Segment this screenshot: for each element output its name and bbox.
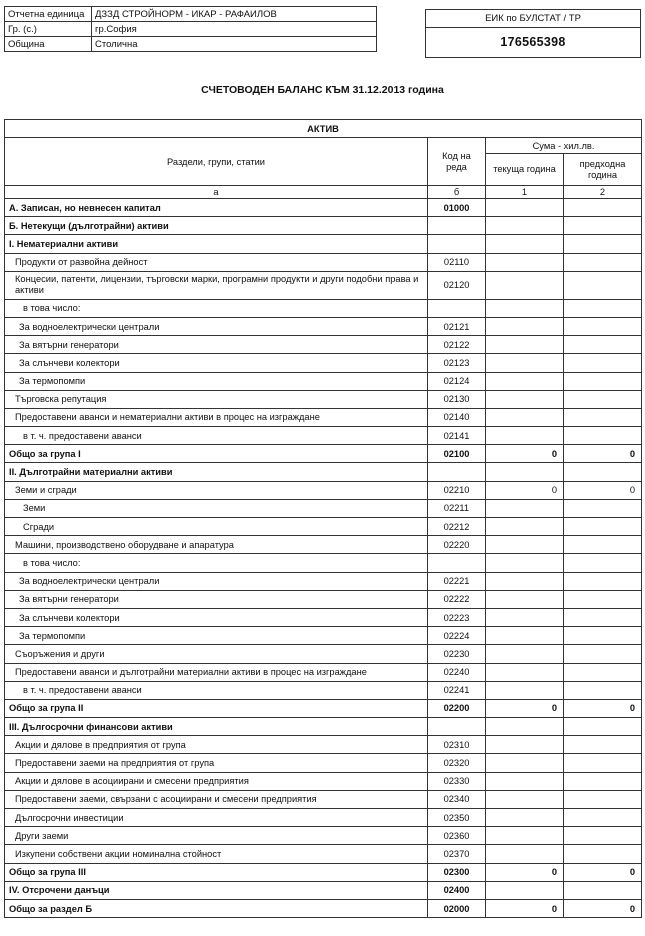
row-current-year bbox=[486, 645, 564, 663]
row-previous-year bbox=[564, 499, 642, 517]
row-previous-year bbox=[564, 271, 642, 299]
table-row bbox=[5, 199, 642, 217]
row-previous-year bbox=[564, 299, 642, 317]
row-label: Общо за раздел Б bbox=[5, 899, 428, 917]
row-previous-year bbox=[564, 608, 642, 626]
row-current-year: 0 bbox=[486, 899, 564, 917]
col-header-code: Код на реда bbox=[428, 138, 486, 186]
col-index-a: а bbox=[5, 186, 428, 199]
table-row bbox=[5, 845, 642, 863]
table-row bbox=[5, 699, 642, 717]
row-code bbox=[428, 217, 486, 235]
row-code: 02300 bbox=[428, 863, 486, 881]
header-row bbox=[5, 37, 377, 52]
row-label: Продукти от развойна дейност bbox=[5, 253, 428, 271]
table-row bbox=[5, 554, 642, 572]
row-code: 02310 bbox=[428, 736, 486, 754]
row-current-year bbox=[486, 463, 564, 481]
row-current-year bbox=[486, 881, 564, 899]
table-row bbox=[5, 354, 642, 372]
row-previous-year: 0 bbox=[564, 863, 642, 881]
row-current-year bbox=[486, 827, 564, 845]
row-current-year bbox=[486, 427, 564, 445]
table-row bbox=[5, 809, 642, 827]
row-previous-year bbox=[564, 827, 642, 845]
page-title: СЧЕТОВОДЕН БАЛАНС КЪМ 31.12.2013 година bbox=[201, 84, 444, 96]
row-label: А. Записан, но невнесен капитал bbox=[5, 199, 428, 217]
row-code: 02130 bbox=[428, 390, 486, 408]
row-label: За вятърни генератори bbox=[5, 336, 428, 354]
row-label: Машини, производствено оборудване и апаратура bbox=[5, 536, 428, 554]
row-previous-year bbox=[564, 681, 642, 699]
col-header-previous-year: предходна година bbox=[564, 154, 642, 186]
row-label: За водноелектрически централи bbox=[5, 572, 428, 590]
table-row bbox=[5, 645, 642, 663]
row-previous-year bbox=[564, 590, 642, 608]
row-previous-year bbox=[564, 809, 642, 827]
row-previous-year bbox=[564, 235, 642, 253]
table-row bbox=[5, 408, 642, 426]
row-previous-year: 0 bbox=[564, 899, 642, 917]
row-current-year bbox=[486, 718, 564, 736]
header-info-table bbox=[4, 6, 377, 52]
table-row bbox=[5, 827, 642, 845]
table-row bbox=[5, 481, 642, 499]
row-label: в т. ч. предоставени аванси bbox=[5, 681, 428, 699]
table-row bbox=[5, 663, 642, 681]
row-code: 02330 bbox=[428, 772, 486, 790]
row-label: Търговска репутация bbox=[5, 390, 428, 408]
row-current-year bbox=[486, 354, 564, 372]
header-label: Община bbox=[5, 37, 92, 52]
header-label: Отчетна единица bbox=[5, 7, 92, 22]
row-label: За водноелектрически централи bbox=[5, 317, 428, 335]
col-header-current-year: текуща година bbox=[486, 154, 564, 186]
row-code: 02140 bbox=[428, 408, 486, 426]
header-row bbox=[5, 22, 377, 37]
row-label: III. Дългосрочни финансови активи bbox=[5, 718, 428, 736]
header-value: Столична bbox=[92, 37, 377, 52]
row-code: 02370 bbox=[428, 845, 486, 863]
row-current-year bbox=[486, 499, 564, 517]
row-label: Земи и сгради bbox=[5, 481, 428, 499]
row-code: 01000 bbox=[428, 199, 486, 217]
row-label: IV. Отсрочени данъци bbox=[5, 881, 428, 899]
row-previous-year bbox=[564, 463, 642, 481]
table-row bbox=[5, 499, 642, 517]
row-previous-year bbox=[564, 536, 642, 554]
header-row bbox=[5, 7, 377, 22]
row-code: 02224 bbox=[428, 627, 486, 645]
row-label: Акции и дялове в асоциирани и смесени предприятия bbox=[5, 772, 428, 790]
row-previous-year: 0 bbox=[564, 699, 642, 717]
row-current-year bbox=[486, 772, 564, 790]
row-code: 02320 bbox=[428, 754, 486, 772]
row-code: 02212 bbox=[428, 518, 486, 536]
row-previous-year bbox=[564, 881, 642, 899]
table-row bbox=[5, 271, 642, 299]
row-previous-year bbox=[564, 627, 642, 645]
table-row bbox=[5, 790, 642, 808]
table-row bbox=[5, 445, 642, 463]
row-code: 02400 bbox=[428, 881, 486, 899]
header-value: гр.София bbox=[92, 22, 377, 37]
table-row bbox=[5, 627, 642, 645]
table-row bbox=[5, 572, 642, 590]
table-row bbox=[5, 463, 642, 481]
row-previous-year bbox=[564, 718, 642, 736]
row-label: За термопомпи bbox=[5, 372, 428, 390]
row-label: Предоставени заеми, свързани с асоциирани и смесени предприятия bbox=[5, 790, 428, 808]
row-code: 02124 bbox=[428, 372, 486, 390]
row-current-year: 0 bbox=[486, 481, 564, 499]
row-previous-year bbox=[564, 408, 642, 426]
row-code bbox=[428, 554, 486, 572]
row-label: Предоставени аванси и дълготрайни материални активи в процес на изграждане bbox=[5, 663, 428, 681]
row-label: Акции и дялове в предприятия от група bbox=[5, 736, 428, 754]
balance-sheet-table bbox=[4, 119, 642, 918]
row-label: I. Нематериални активи bbox=[5, 235, 428, 253]
table-row bbox=[5, 235, 642, 253]
row-previous-year bbox=[564, 518, 642, 536]
row-current-year bbox=[486, 217, 564, 235]
row-code: 02350 bbox=[428, 809, 486, 827]
row-code: 02220 bbox=[428, 536, 486, 554]
row-previous-year bbox=[564, 217, 642, 235]
row-current-year bbox=[486, 590, 564, 608]
table-row bbox=[5, 253, 642, 271]
row-label: Съоръжения и други bbox=[5, 645, 428, 663]
table-row bbox=[5, 590, 642, 608]
row-label: Предоставени заеми на предприятия от група bbox=[5, 754, 428, 772]
row-current-year bbox=[486, 627, 564, 645]
row-current-year bbox=[486, 809, 564, 827]
row-previous-year bbox=[564, 736, 642, 754]
row-code: 02122 bbox=[428, 336, 486, 354]
row-previous-year bbox=[564, 427, 642, 445]
row-label: Други заеми bbox=[5, 827, 428, 845]
table-row bbox=[5, 536, 642, 554]
row-previous-year bbox=[564, 390, 642, 408]
row-code: 02211 bbox=[428, 499, 486, 517]
row-current-year bbox=[486, 845, 564, 863]
row-previous-year bbox=[564, 645, 642, 663]
table-row bbox=[5, 372, 642, 390]
row-code: 02200 bbox=[428, 699, 486, 717]
row-current-year bbox=[486, 271, 564, 299]
row-previous-year bbox=[564, 253, 642, 271]
row-current-year bbox=[486, 554, 564, 572]
col-index-1: 1 bbox=[486, 186, 564, 199]
row-previous-year bbox=[564, 754, 642, 772]
row-label: в т. ч. предоставени аванси bbox=[5, 427, 428, 445]
row-label: Общо за група III bbox=[5, 863, 428, 881]
row-code bbox=[428, 463, 486, 481]
table-row bbox=[5, 881, 642, 899]
row-current-year bbox=[486, 253, 564, 271]
col-header-sum: Сума - хил.лв. bbox=[486, 138, 642, 154]
row-current-year bbox=[486, 235, 564, 253]
table-row bbox=[5, 772, 642, 790]
row-code: 02100 bbox=[428, 445, 486, 463]
row-current-year: 0 bbox=[486, 863, 564, 881]
table-row bbox=[5, 754, 642, 772]
row-label: За термопомпи bbox=[5, 627, 428, 645]
row-code: 02340 bbox=[428, 790, 486, 808]
row-label: Концесии, патенти, лицензии, търговски марки, програмни продукти и други подобни права и активи bbox=[5, 271, 428, 299]
row-label: Дългосрочни инвестиции bbox=[5, 809, 428, 827]
table-row bbox=[5, 899, 642, 917]
row-code bbox=[428, 718, 486, 736]
row-current-year bbox=[486, 299, 564, 317]
row-code bbox=[428, 299, 486, 317]
row-label: За вятърни генератори bbox=[5, 590, 428, 608]
row-code: 02110 bbox=[428, 253, 486, 271]
row-code: 02230 bbox=[428, 645, 486, 663]
eik-box bbox=[425, 9, 641, 58]
row-code: 02121 bbox=[428, 317, 486, 335]
row-current-year bbox=[486, 681, 564, 699]
table-row bbox=[5, 736, 642, 754]
row-previous-year: 0 bbox=[564, 481, 642, 499]
table-row bbox=[5, 608, 642, 626]
row-code: 02221 bbox=[428, 572, 486, 590]
row-label: Земи bbox=[5, 499, 428, 517]
row-code: 02222 bbox=[428, 590, 486, 608]
row-current-year bbox=[486, 608, 564, 626]
row-previous-year: 0 bbox=[564, 445, 642, 463]
row-label: Сгради bbox=[5, 518, 428, 536]
row-label: Предоставени аванси и нематериални активи в процес на изграждане bbox=[5, 408, 428, 426]
row-code: 02141 bbox=[428, 427, 486, 445]
row-label: в това число: bbox=[5, 554, 428, 572]
row-current-year bbox=[486, 408, 564, 426]
row-code bbox=[428, 235, 486, 253]
eik-value: 176565398 bbox=[500, 35, 566, 49]
row-current-year bbox=[486, 336, 564, 354]
row-label: За слънчеви колектори bbox=[5, 608, 428, 626]
row-code: 02210 bbox=[428, 481, 486, 499]
row-current-year bbox=[486, 372, 564, 390]
header-label: Гр. (с.) bbox=[5, 22, 92, 37]
row-label: Общо за група I bbox=[5, 445, 428, 463]
row-previous-year bbox=[564, 790, 642, 808]
row-code: 02123 bbox=[428, 354, 486, 372]
row-code: 02120 bbox=[428, 271, 486, 299]
table-row bbox=[5, 718, 642, 736]
row-current-year bbox=[486, 663, 564, 681]
row-previous-year bbox=[564, 372, 642, 390]
row-previous-year bbox=[564, 336, 642, 354]
row-current-year: 0 bbox=[486, 445, 564, 463]
row-label: Б. Нетекущи (дълготрайни) активи bbox=[5, 217, 428, 235]
row-current-year bbox=[486, 790, 564, 808]
col-index-b: б bbox=[428, 186, 486, 199]
row-label: в това число: bbox=[5, 299, 428, 317]
row-current-year bbox=[486, 390, 564, 408]
table-row bbox=[5, 427, 642, 445]
table-row bbox=[5, 390, 642, 408]
table-row bbox=[5, 299, 642, 317]
table-row bbox=[5, 217, 642, 235]
row-current-year bbox=[486, 754, 564, 772]
row-label: II. Дълготрайни материални активи bbox=[5, 463, 428, 481]
row-previous-year bbox=[564, 317, 642, 335]
row-previous-year bbox=[564, 554, 642, 572]
row-label: Изкупени собствени акции номинална стойност bbox=[5, 845, 428, 863]
table-row bbox=[5, 863, 642, 881]
row-code: 02241 bbox=[428, 681, 486, 699]
row-label: За слънчеви колектори bbox=[5, 354, 428, 372]
table-row bbox=[5, 518, 642, 536]
table-row bbox=[5, 336, 642, 354]
row-current-year bbox=[486, 736, 564, 754]
row-code: 02240 bbox=[428, 663, 486, 681]
row-previous-year bbox=[564, 572, 642, 590]
col-header-sections: Раздели, групи, статии bbox=[5, 138, 428, 186]
row-previous-year bbox=[564, 354, 642, 372]
row-label: Общо за група II bbox=[5, 699, 428, 717]
col-index-2: 2 bbox=[564, 186, 642, 199]
row-current-year bbox=[486, 199, 564, 217]
section-header-assets: АКТИВ bbox=[5, 120, 642, 138]
row-code: 02000 bbox=[428, 899, 486, 917]
header-value: ДЗЗД СТРОЙНОРМ - ИКАР - РАФАИЛОВ bbox=[92, 7, 377, 22]
row-previous-year bbox=[564, 845, 642, 863]
row-previous-year bbox=[564, 199, 642, 217]
row-previous-year bbox=[564, 772, 642, 790]
row-current-year bbox=[486, 317, 564, 335]
row-code: 02223 bbox=[428, 608, 486, 626]
row-previous-year bbox=[564, 663, 642, 681]
row-current-year: 0 bbox=[486, 699, 564, 717]
eik-label: ЕИК по БУЛСТАТ / ТР bbox=[426, 10, 640, 28]
row-current-year bbox=[486, 572, 564, 590]
row-current-year bbox=[486, 536, 564, 554]
row-code: 02360 bbox=[428, 827, 486, 845]
table-row bbox=[5, 317, 642, 335]
table-row bbox=[5, 681, 642, 699]
row-current-year bbox=[486, 518, 564, 536]
